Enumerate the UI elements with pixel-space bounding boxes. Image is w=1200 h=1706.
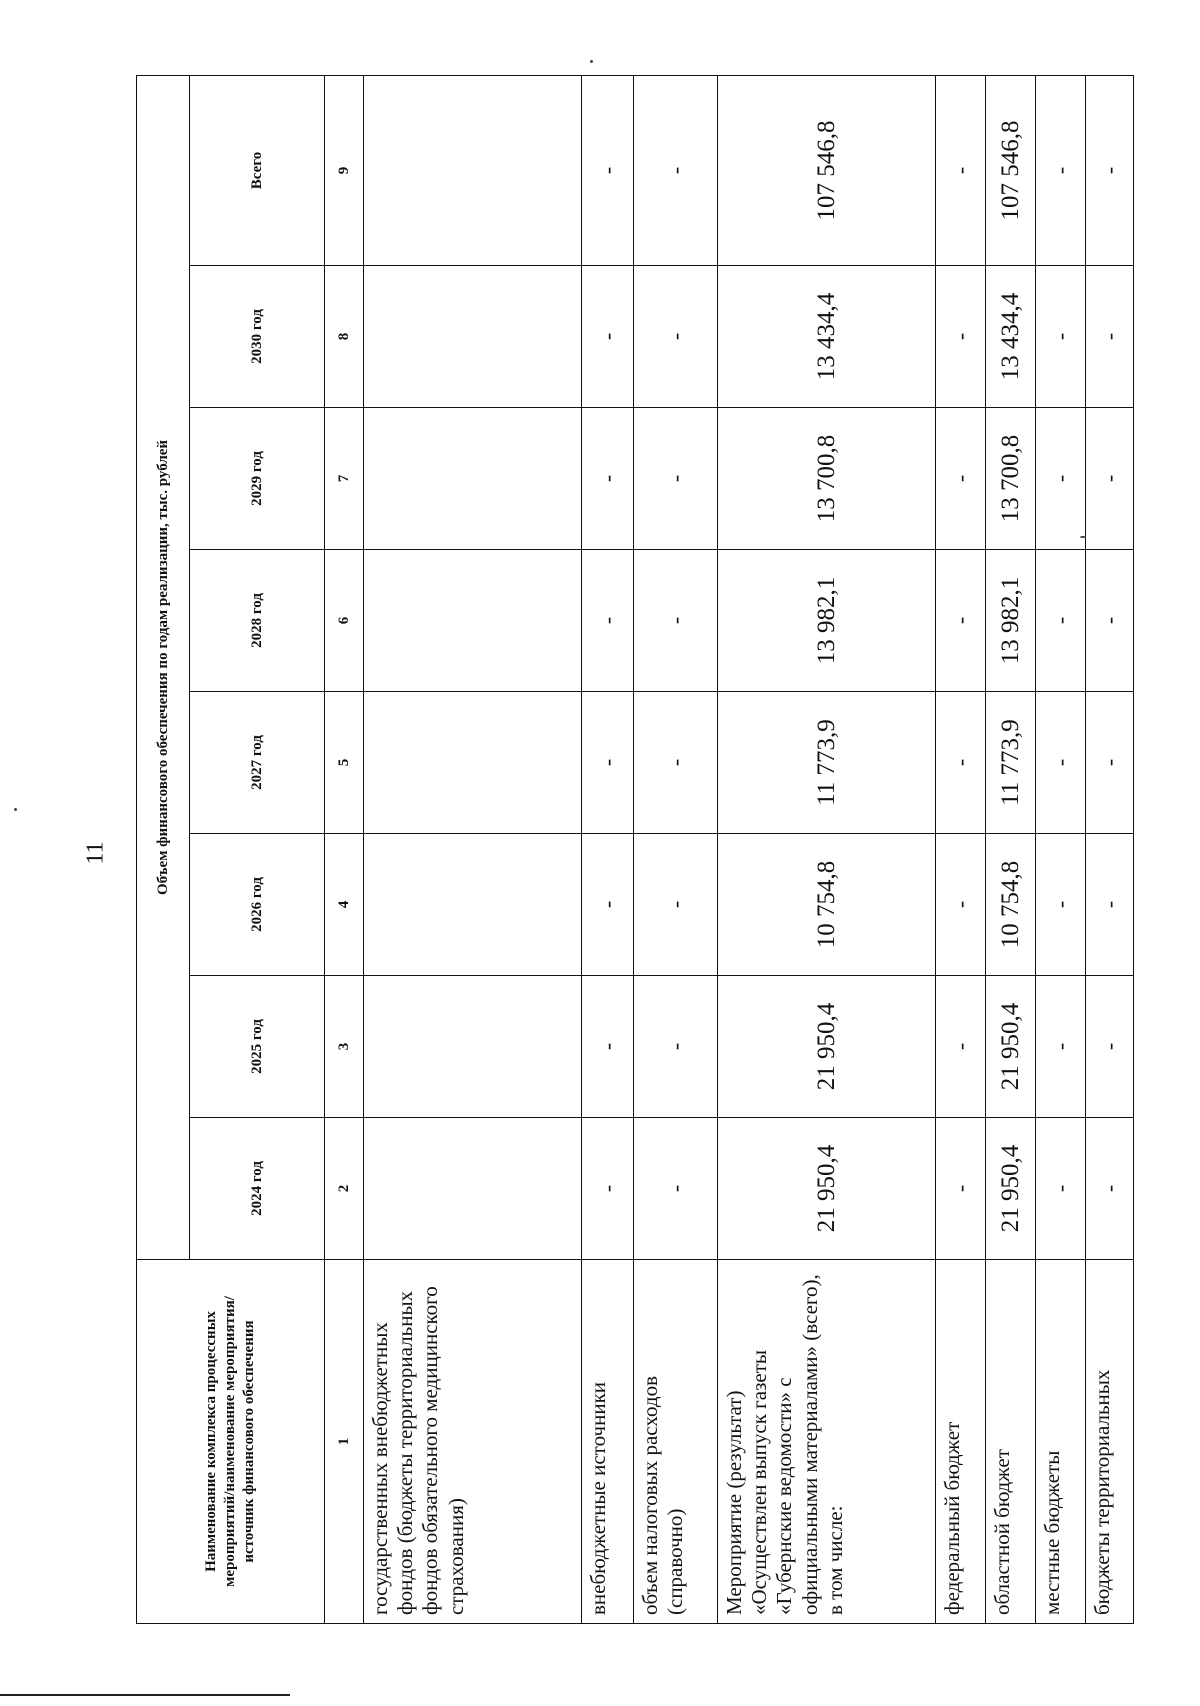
table-cell: 21 950,4 — [718, 1118, 936, 1260]
table-cell: 107 546,8 — [718, 75, 936, 265]
table-cell: 10 754,8 — [718, 834, 936, 976]
year-header: 2028 год — [190, 550, 325, 692]
table-cell — [364, 408, 582, 550]
table-cell: - — [582, 1118, 634, 1260]
table-cell: - — [1086, 1118, 1134, 1260]
column-number: 7 — [325, 408, 364, 550]
table-cell: - — [936, 550, 986, 692]
table-cell: 13 434,4 — [718, 266, 936, 408]
table-cell: - — [1086, 266, 1134, 408]
table-cell: - — [582, 75, 634, 265]
table-cell: - — [582, 266, 634, 408]
table-cell: - — [1086, 834, 1134, 976]
table-cell — [364, 75, 582, 265]
bottom-rule — [0, 1694, 290, 1696]
table-cell: 13 700,8 — [718, 408, 936, 550]
table-cell: - — [634, 976, 718, 1118]
table-cell — [364, 550, 582, 692]
year-header: 2026 год — [190, 834, 325, 976]
table-cell: - — [1086, 75, 1134, 265]
table-cell: 13 434,4 — [986, 266, 1036, 408]
name-column-header: Наименование комплекса процессных мероприятий/наименование мероприятия/источник финансового обеспечения — [137, 1260, 325, 1624]
table-cell: - — [582, 834, 634, 976]
table-cell: - — [1086, 976, 1134, 1118]
table-cell — [364, 692, 582, 834]
column-number: 9 — [325, 75, 364, 265]
row-name: государственных внебюджетных фондов (бюджеты территориальных фондов обязательного медицинского страхования) — [364, 1260, 582, 1624]
financing-table — [136, 75, 1134, 1624]
page-number: 11 — [82, 841, 109, 865]
table-row — [1036, 75, 1086, 1623]
rotated-table-container — [136, 76, 1122, 1624]
column-number: 5 — [325, 692, 364, 834]
table-cell: - — [634, 408, 718, 550]
table-cell: - — [1086, 550, 1134, 692]
row-name: местные бюджеты — [1036, 1260, 1086, 1624]
table-cell: - — [936, 266, 986, 408]
table-cell: - — [582, 692, 634, 834]
column-number: 8 — [325, 266, 364, 408]
table-cell: - — [1036, 976, 1086, 1118]
table-cell: - — [582, 550, 634, 692]
column-number: 3 — [325, 976, 364, 1118]
scan-speck — [14, 808, 17, 811]
table-cell: - — [1086, 692, 1134, 834]
table-cell: 11 773,9 — [718, 692, 936, 834]
row-name: бюджеты территориальных — [1086, 1260, 1134, 1624]
table-cell: - — [936, 976, 986, 1118]
year-header: 2027 год — [190, 692, 325, 834]
table-cell: - — [1036, 692, 1086, 834]
row-name: областной бюджет — [986, 1260, 1036, 1624]
table-cell: - — [936, 408, 986, 550]
table-row — [718, 75, 936, 1623]
table-cell: - — [1036, 550, 1086, 692]
table-cell: - — [936, 692, 986, 834]
table-cell: - — [634, 1118, 718, 1260]
column-number: 4 — [325, 834, 364, 976]
table-cell: - — [634, 834, 718, 976]
row-name: федеральный бюджет — [936, 1260, 986, 1624]
table-row — [1086, 75, 1134, 1623]
year-header: 2029 год — [190, 408, 325, 550]
total-header: Всего — [190, 75, 325, 265]
table-row — [364, 75, 582, 1623]
table-cell: - — [936, 75, 986, 265]
table-cell: 13 982,1 — [986, 550, 1036, 692]
table-cell: - — [1036, 75, 1086, 265]
column-number: 6 — [325, 550, 364, 692]
table-cell: 21 950,4 — [718, 976, 936, 1118]
table-cell — [364, 834, 582, 976]
table-cell: - — [1036, 1118, 1086, 1260]
row-name: внебюджетные источники — [582, 1260, 634, 1624]
table-cell: - — [634, 266, 718, 408]
table-row — [634, 75, 718, 1623]
row-name: Мероприятие (результат) «Осуществлен выпуск газеты «Губернские ведомости» с официальными материалами» (всего), в том числе: — [718, 1260, 936, 1624]
table-cell: - — [634, 550, 718, 692]
table-cell: 21 950,4 — [986, 1118, 1036, 1260]
year-header: 2030 год — [190, 266, 325, 408]
table-row — [986, 75, 1036, 1623]
table-cell: - — [1086, 408, 1134, 550]
volume-header: Объем финансового обеспечения по годам реализации, тыс. рублей — [137, 75, 190, 1259]
table-cell — [364, 1118, 582, 1260]
table-cell: - — [1036, 408, 1086, 550]
scan-speck — [1080, 536, 1086, 538]
table-cell: 13 982,1 — [718, 550, 936, 692]
table-cell — [364, 266, 582, 408]
scan-speck — [590, 60, 593, 63]
table-cell: - — [582, 976, 634, 1118]
column-number: 1 — [325, 1260, 364, 1624]
table-cell: 10 754,8 — [986, 834, 1036, 976]
table-cell: - — [582, 408, 634, 550]
table-cell: - — [1036, 834, 1086, 976]
year-header: 2024 год — [190, 1118, 325, 1260]
table-cell: 21 950,4 — [986, 976, 1036, 1118]
table-cell: - — [634, 75, 718, 265]
table-row — [582, 75, 634, 1623]
year-header: 2025 год — [190, 976, 325, 1118]
column-number: 2 — [325, 1118, 364, 1260]
table-row — [936, 75, 986, 1623]
row-name: объем налоговых расходов (справочно) — [634, 1260, 718, 1624]
table-cell: - — [1036, 266, 1086, 408]
table-cell: - — [936, 1118, 986, 1260]
table-cell: 11 773,9 — [986, 692, 1036, 834]
table-cell — [364, 976, 582, 1118]
table-cell: 13 700,8 — [986, 408, 1036, 550]
table-cell: 107 546,8 — [986, 75, 1036, 265]
table-cell: - — [634, 692, 718, 834]
table-cell: - — [936, 834, 986, 976]
